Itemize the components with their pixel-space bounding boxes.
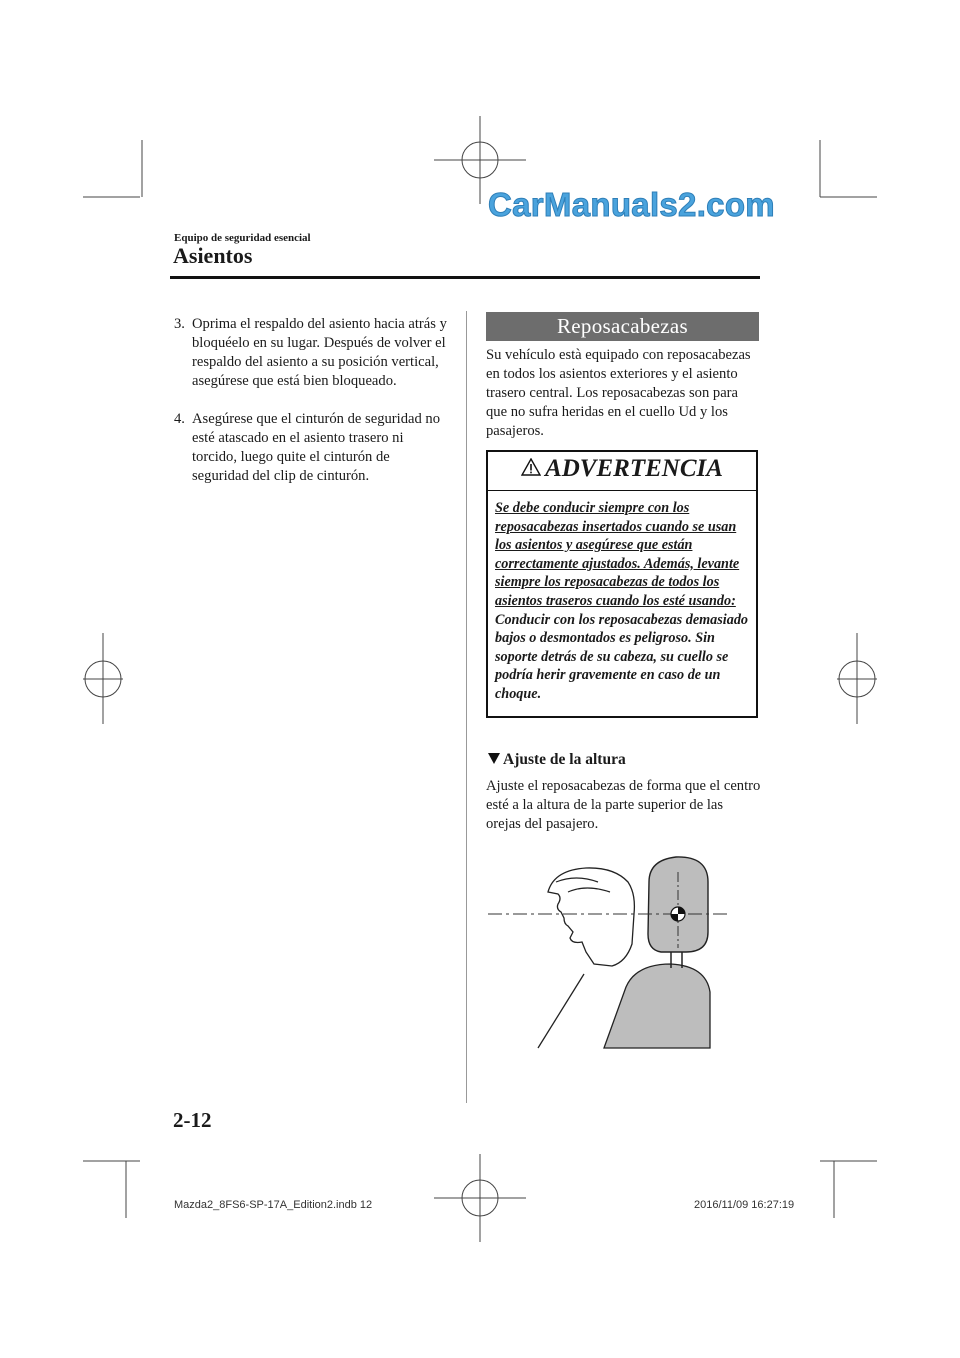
warning-header	[488, 452, 756, 488]
warning-triangle-icon	[521, 458, 541, 481]
intro-paragraph: Su vehículo està equipado con reposacabezas en todos los asientos exteriores y el asiento trasero central. Los reposacabezas son para que no sufra heridas en el cuello Ud y los pasajeros.	[486, 347, 751, 439]
step-text: Oprima el respaldo del asiento hacia atrás y bloquéelo en su lugar. Después de volver el respaldo del asiento a su posición vertical, asegúrese que está bien bloqueado.	[192, 316, 447, 389]
step-text: Asegúrese que el cinturón de seguridad no esté atascado en el asiento trasero ni torcido, luego quite el cinturón de seguridad del clip de cinturón.	[192, 411, 441, 484]
headrest-height-illustration	[486, 852, 732, 1052]
step-number: 4.	[174, 411, 185, 427]
warning-divider	[488, 490, 756, 491]
triangle-bullet-icon	[488, 753, 500, 764]
section-label: Equipo de seguridad esencial	[174, 232, 311, 244]
column-divider	[466, 311, 467, 1103]
step-4	[174, 410, 448, 486]
watermark-logo: CarManuals2.com	[488, 186, 775, 223]
page-number: 2-12	[173, 1108, 212, 1132]
adjust-paragraph: Ajuste el reposacabezas de forma que el centro esté a la altura de la parte superior de las orejas del pasajero.	[486, 778, 761, 832]
header-rule	[170, 276, 760, 279]
warning-box	[486, 450, 758, 718]
warning-text: Conducir con los reposacabezas demasiado bajos o desmontados es peligroso. Sin soporte detrás de su cabeza, su cuello se podría herir gravemente en caso de un choque.	[495, 611, 749, 702]
warning-body	[495, 499, 753, 704]
warning-underlined-text: Se debe conducir siempre con los reposacabezas insertados cuando se usan los asientos y asegúrese que están correctamente ajustados. Además, levante siempre los reposacabezas de todos los asientos traseros cuando los esté usando:	[495, 500, 740, 609]
section-banner: Reposacabezas	[486, 312, 759, 341]
step-number: 3.	[174, 316, 185, 332]
warning-title: ADVERTENCIA	[545, 455, 723, 482]
footer-filename: Mazda2_8FS6-SP-17A_Edition2.indb 12	[174, 1199, 373, 1211]
subheading-text: Ajuste de la altura	[503, 751, 626, 768]
subheading	[488, 751, 626, 769]
step-3	[174, 315, 448, 391]
section-title: Asientos	[173, 243, 253, 268]
footer-timestamp: 2016/11/09 16:27:19	[694, 1199, 795, 1211]
